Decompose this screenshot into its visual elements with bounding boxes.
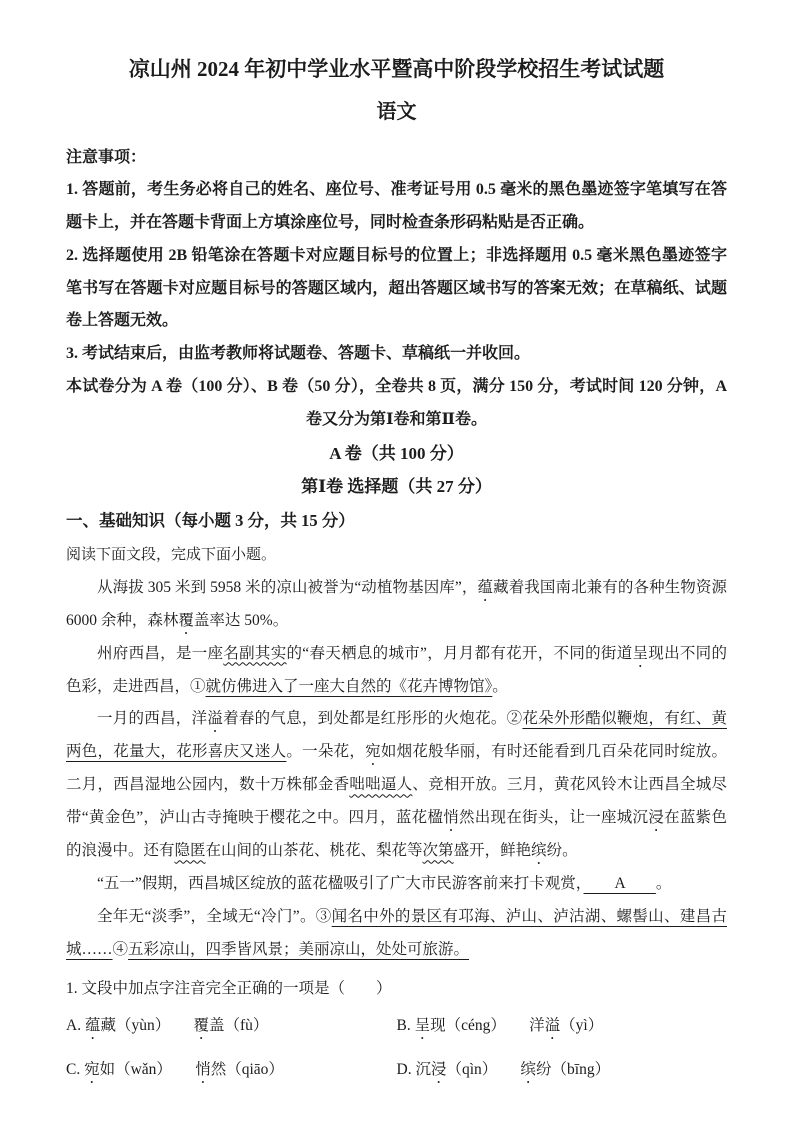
passage-segment: 在蓝紫色的浪漫中。还有 [66,809,727,860]
passage-segment: 现（céng） 洋 [430,1017,545,1035]
passage-segment: 着春的气息，到处都是红彤彤的火炮花。② [223,710,523,728]
exam-title: 凉山州 2024 年初中学业水平暨高中阶段学校招生考试试题 [128,57,665,81]
passage-segment: 盛开，鲜艳 [453,842,532,860]
passage-segment: 纷（bīng） [536,1061,611,1079]
passage-segment-line: 闻名中外的景区有邛海、泸山、泸沽湖、螺髻山、建昌古城…… [66,908,727,959]
passage-segment-dot: 蕴 [84,1017,101,1035]
question-1-options [66,1011,727,1087]
reading-passage [66,572,727,967]
passage-paragraph-1 [66,572,727,638]
passage-segment-dot: 溢 [207,710,224,728]
notice-item-2: 2. 选择题使用 2B 铅笔涂在答题卡对应题目标号的位置上；非选择题用 0.5 毫米黑色墨迹签字笔书写在答题卡对应题目标号的答题区域内，超出答题区域书写的答案无效；在草稿纸、试题卷上答题无效。 [66,246,727,330]
passage-segment-line: 五彩凉山，四季皆风景；美丽凉山，处处可旅游。 [128,941,470,959]
passage-segment-dot: 浸 [430,1061,447,1079]
passage-segment: 纷。 [546,842,578,860]
passage-segment-dot: 宛 [84,1061,100,1079]
passage-paragraph-5 [66,901,727,967]
passage-segment: 的“春天栖息的城市”，月月都有花开，不同的街道 [286,644,633,662]
passage-segment-wavy: 隐匿 [174,842,206,860]
passage-segment: 盖（fù） [209,1017,269,1035]
passage-segment-line: 就仿佛进入了一座大自然的《花卉博物馆》 [205,677,493,695]
passage-segment: 。一朵花， [286,743,366,761]
passage-segment: A. [66,1017,85,1035]
passage-segment-dot: 悄 [195,1061,211,1079]
passage-paragraph-3 [66,703,727,868]
passage-paragraph-4 [66,868,727,901]
passage-segment: 藏着我国南北兼有的各种生物资源 6000 余种，森林 [66,578,727,629]
passage-segment-dot: 缤 [531,842,547,860]
passage-segment-wavy: 次第 [422,842,454,860]
passage-segment: 然（qiāo） [210,1061,284,1079]
basics-knowledge-heading: 一、基础知识（每小题 3 分，共 15 分） [66,510,355,530]
passage-segment: 州府西昌，是一座 [97,644,224,662]
passage-segment: 盖率达 50%。 [193,611,289,629]
passage-segment-wavy: 咄咄逼人 [349,776,413,794]
passage-segment: （yì） [560,1017,604,1035]
passage-segment: 、竞相开放。三月，黄花风铃木让西昌全城尽带“黄金色”，泸山古寺掩映于樱花之中。四月，蓝花楹 [66,776,727,827]
passage-segment: 在山间的山茶花、桃花、梨花等 [205,842,423,860]
notice-section [66,142,727,437]
passage-segment-dot: 呈 [632,644,649,662]
passage-segment-dot: 覆 [193,1017,209,1035]
section-a-heading: A 卷（共 100 分） [329,443,464,463]
passage-segment-line: 花朵外形酷似鞭炮，有红、黄两色，花量大，花形喜庆又迷人 [66,710,727,761]
notice-item-3: 3. 考试结束后，由监考教师将试题卷、答题卡、草稿纸一并收回。 [66,345,531,363]
passage-paragraph-2 [66,638,727,704]
passage-segment: 藏（yùn） [100,1017,194,1035]
question-1-option-c [66,1055,397,1087]
passage-segment-dot: 缤 [520,1061,537,1079]
section-part1-heading: 第Ⅰ卷 选择题（共 27 分） [301,476,492,496]
passage-segment: D. 沉 [396,1061,431,1079]
passage-segment-dot: 蕴 [477,578,494,596]
passage-segment: B. [396,1017,415,1035]
passage-segment: 如（wǎn） [99,1061,196,1079]
passage-segment-wavy: 名副其实 [223,644,287,662]
passage-segment: 现出不同的色彩，走进西昌，① [66,644,727,695]
passage-segment-dot: 溢 [544,1017,561,1035]
exam-subject: 语文 [376,100,417,123]
passage-segment: “五一”假期，西昌城区绽放的蓝花楹吸引了广大市民游客前来打卡观赏， [97,875,584,893]
passage-segment-dot: 呈 [414,1017,431,1035]
passage-segment: C. [66,1061,85,1079]
notice-heading: 注意事项： [66,148,147,166]
passage-segment-dot: 浸 [648,809,665,827]
passage-segment: 如烟花般华丽，有时还能看到几百朵花同时绽放。二月，西昌湿地公园内，数十万株郁金香 [66,743,727,794]
question-1-option-a [66,1011,397,1043]
passage-segment: 。 [655,875,672,893]
passage-segment-line: A [583,875,656,893]
passage-segment-dot: 宛 [365,743,381,761]
passage-segment: 一月的西昌，洋 [97,710,208,728]
passage-segment-dot: 覆 [178,611,194,629]
volume-info-line-1: 本试卷分为 A 卷（100 分）、B 卷（50 分），全卷共 8 页，满分 150 分，考试时间 120 分钟，A [66,378,727,396]
passage-segment: 然出现在街头，让一座城沉 [459,809,649,827]
passage-intro: 阅读下面文段，完成下面小题。 [66,547,277,564]
question-1-option-d [397,1055,728,1087]
notice-item-1: 1. 答题前，考生务必将自己的姓名、座位号、准考证号用 0.5 毫米的黑色墨迹签字笔填写在答题卡上，并在答题卡背面上方填涂座位号，同时检查条形码粘贴是否正确。 [66,181,727,232]
passage-segment-dot: 悄 [443,809,459,827]
question-1-stem: 1. 文段中加点字注音完全正确的一项是（ ） [66,979,392,997]
volume-info-line-2: 卷又分为第Ⅰ卷和第Ⅱ卷。 [306,410,487,428]
passage-segment: （qìn） [446,1061,521,1079]
passage-segment: ④ [112,941,129,959]
question-1-option-b [397,1011,728,1043]
passage-segment: 从海拔 305 米到 5958 米的凉山被誉为“动植物基因库”， [97,578,478,596]
passage-segment: 。 [492,677,508,695]
passage-segment: 全年无“淡季”，全域无“冷门”。③ [97,908,332,926]
